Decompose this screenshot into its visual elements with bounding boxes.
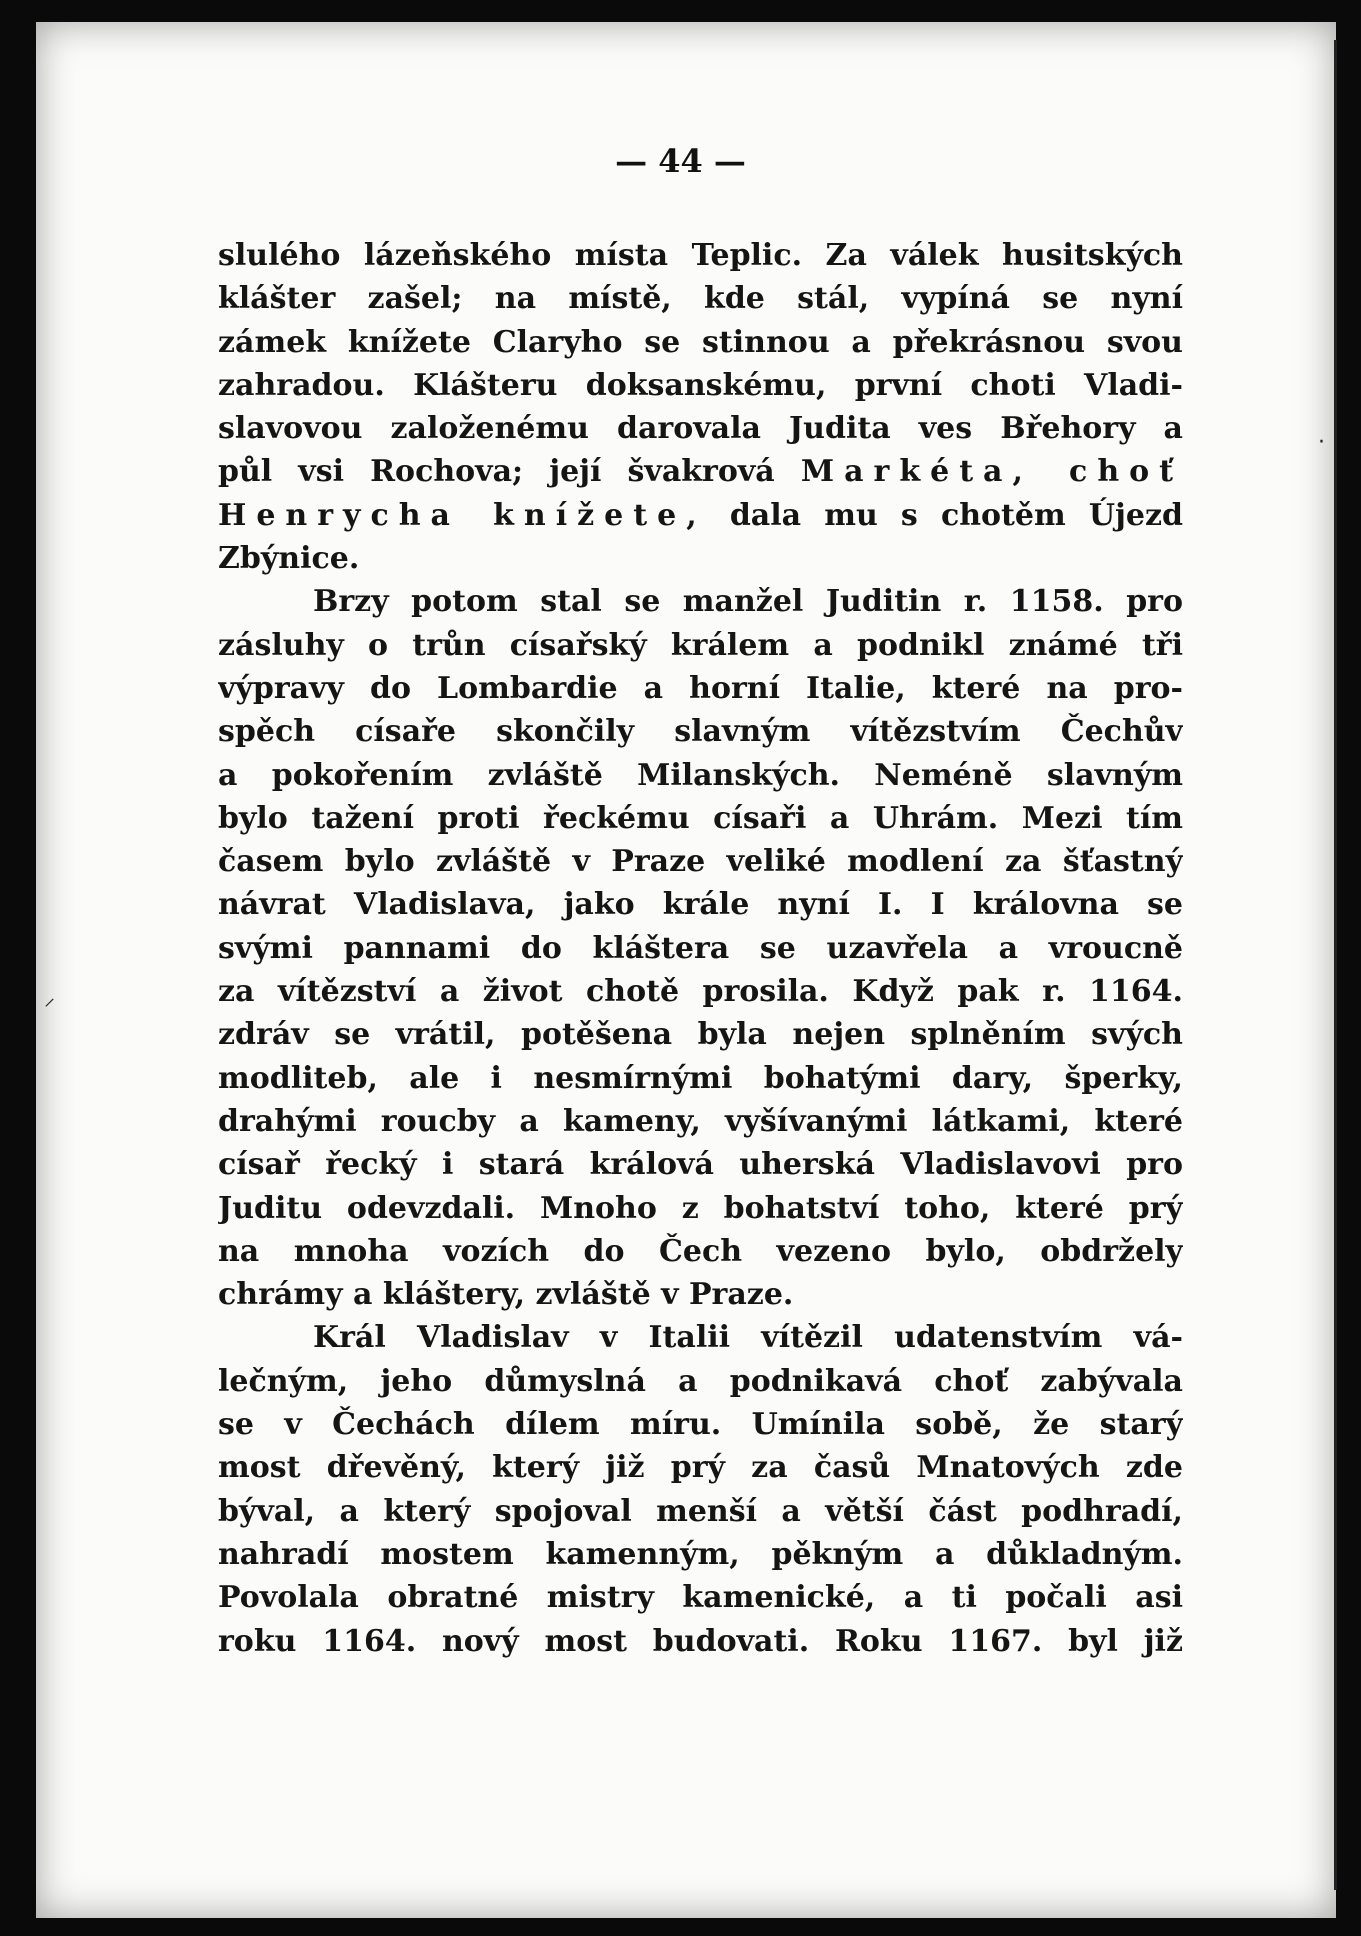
text-line: spěch císaře skončily slavným vítězstvím Čechův [218, 714, 1183, 750]
text-line: drahými roucby a kameny, vyšívanými látkami, které [218, 1103, 1183, 1139]
text-line: slulého lázeňského místa Teplic. Za válek husitských [218, 238, 1183, 273]
line-text: půl vsi Rochova; její švakrová [218, 454, 775, 490]
text-line: Juditu odevzdali. Mnoho z bohatství toho, které prý [218, 1190, 1183, 1226]
text-line: Povolala obratné mistry kamenické, a ti počali asi [218, 1580, 1183, 1616]
body-text [218, 234, 1183, 1663]
text-line: klášter zašel; na místě, kde stál, vypíná se nyní [218, 281, 1183, 317]
text-line: svými pannami do kláštera se uzavřela a vroucně [218, 930, 1183, 966]
text-line: Zbýnice. [218, 541, 360, 577]
line-text: dala mu s chotěm Újezd [729, 497, 1183, 533]
text-line: bylo tažení proti řeckému císaři a Uhrám. Mezi tím [218, 800, 1183, 836]
text-line: Brzy potom stal se manžel Juditin r. 1158. pro [313, 584, 1183, 620]
text-line: zásluhy o trůn císařský králem a podnikl známé tři [218, 627, 1183, 663]
text-line: modliteb, ale i nesmírnými bohatými dary, šperky, [218, 1060, 1183, 1096]
emphasized-name: Henrycha knížete, [218, 497, 707, 533]
text-line: roku 1164. nový most budovati. Roku 1167. byl již [218, 1623, 1183, 1659]
text-line: za vítězství a život chotě prosila. Když pak r. 1164. [218, 974, 1183, 1010]
text-line: chrámy a kláštery, zvláště v Praze. [218, 1277, 794, 1313]
text-line: zahradou. Klášteru doksanskému, první choti Vladi- [218, 367, 1183, 403]
text-line: se v Čechách dílem míru. Umínila sobě, že starý [218, 1407, 1183, 1443]
text-line: a pokořením zvláště Milanských. Neméně slavným [218, 757, 1183, 793]
text-line: Král Vladislav v Italii vítězil udatenstvím vá- [313, 1320, 1183, 1356]
text-line: na mnoha vozích do Čech vezeno bylo, obdržely [218, 1233, 1183, 1269]
text-line: zdráv se vrátil, potěšena byla nejen splněním svých [218, 1017, 1183, 1053]
binding-edge [1334, 40, 1337, 1890]
text-line: býval, a který spojoval menší a větší část podhradí, [218, 1493, 1183, 1529]
margin-mark: ⸝ [44, 986, 56, 1011]
text-line: most dřevěný, který již prý za časů Mnatových zde [218, 1450, 1183, 1486]
text-line: slavovou založenému darovala Judita ves Břehory a [218, 411, 1183, 447]
margin-mark: · [1318, 430, 1325, 455]
text-line: výpravy do Lombardie a horní Italie, které na pro- [218, 670, 1183, 706]
text-line: časem bylo zvláště v Praze veliké modlení za šťastný [218, 844, 1183, 880]
text-line: lečným, jeho důmyslná a podnikavá choť zabývala [218, 1363, 1183, 1399]
page-number: — 44 — [615, 142, 746, 180]
text-line: císař řecký i stará králová uherská Vladislavovi pro [218, 1147, 1183, 1183]
text-line [218, 494, 1183, 537]
text-line: nahradí mostem kamenným, pěkným a důkladným. [218, 1536, 1183, 1572]
emphasized-name: Markéta, choť [800, 454, 1183, 490]
text-line [218, 450, 1183, 493]
text-line: zámek knížete Claryho se stinnou a překrásnou svou [218, 324, 1183, 360]
text-line: návrat Vladislava, jako krále nyní I. I královna se [218, 887, 1183, 923]
